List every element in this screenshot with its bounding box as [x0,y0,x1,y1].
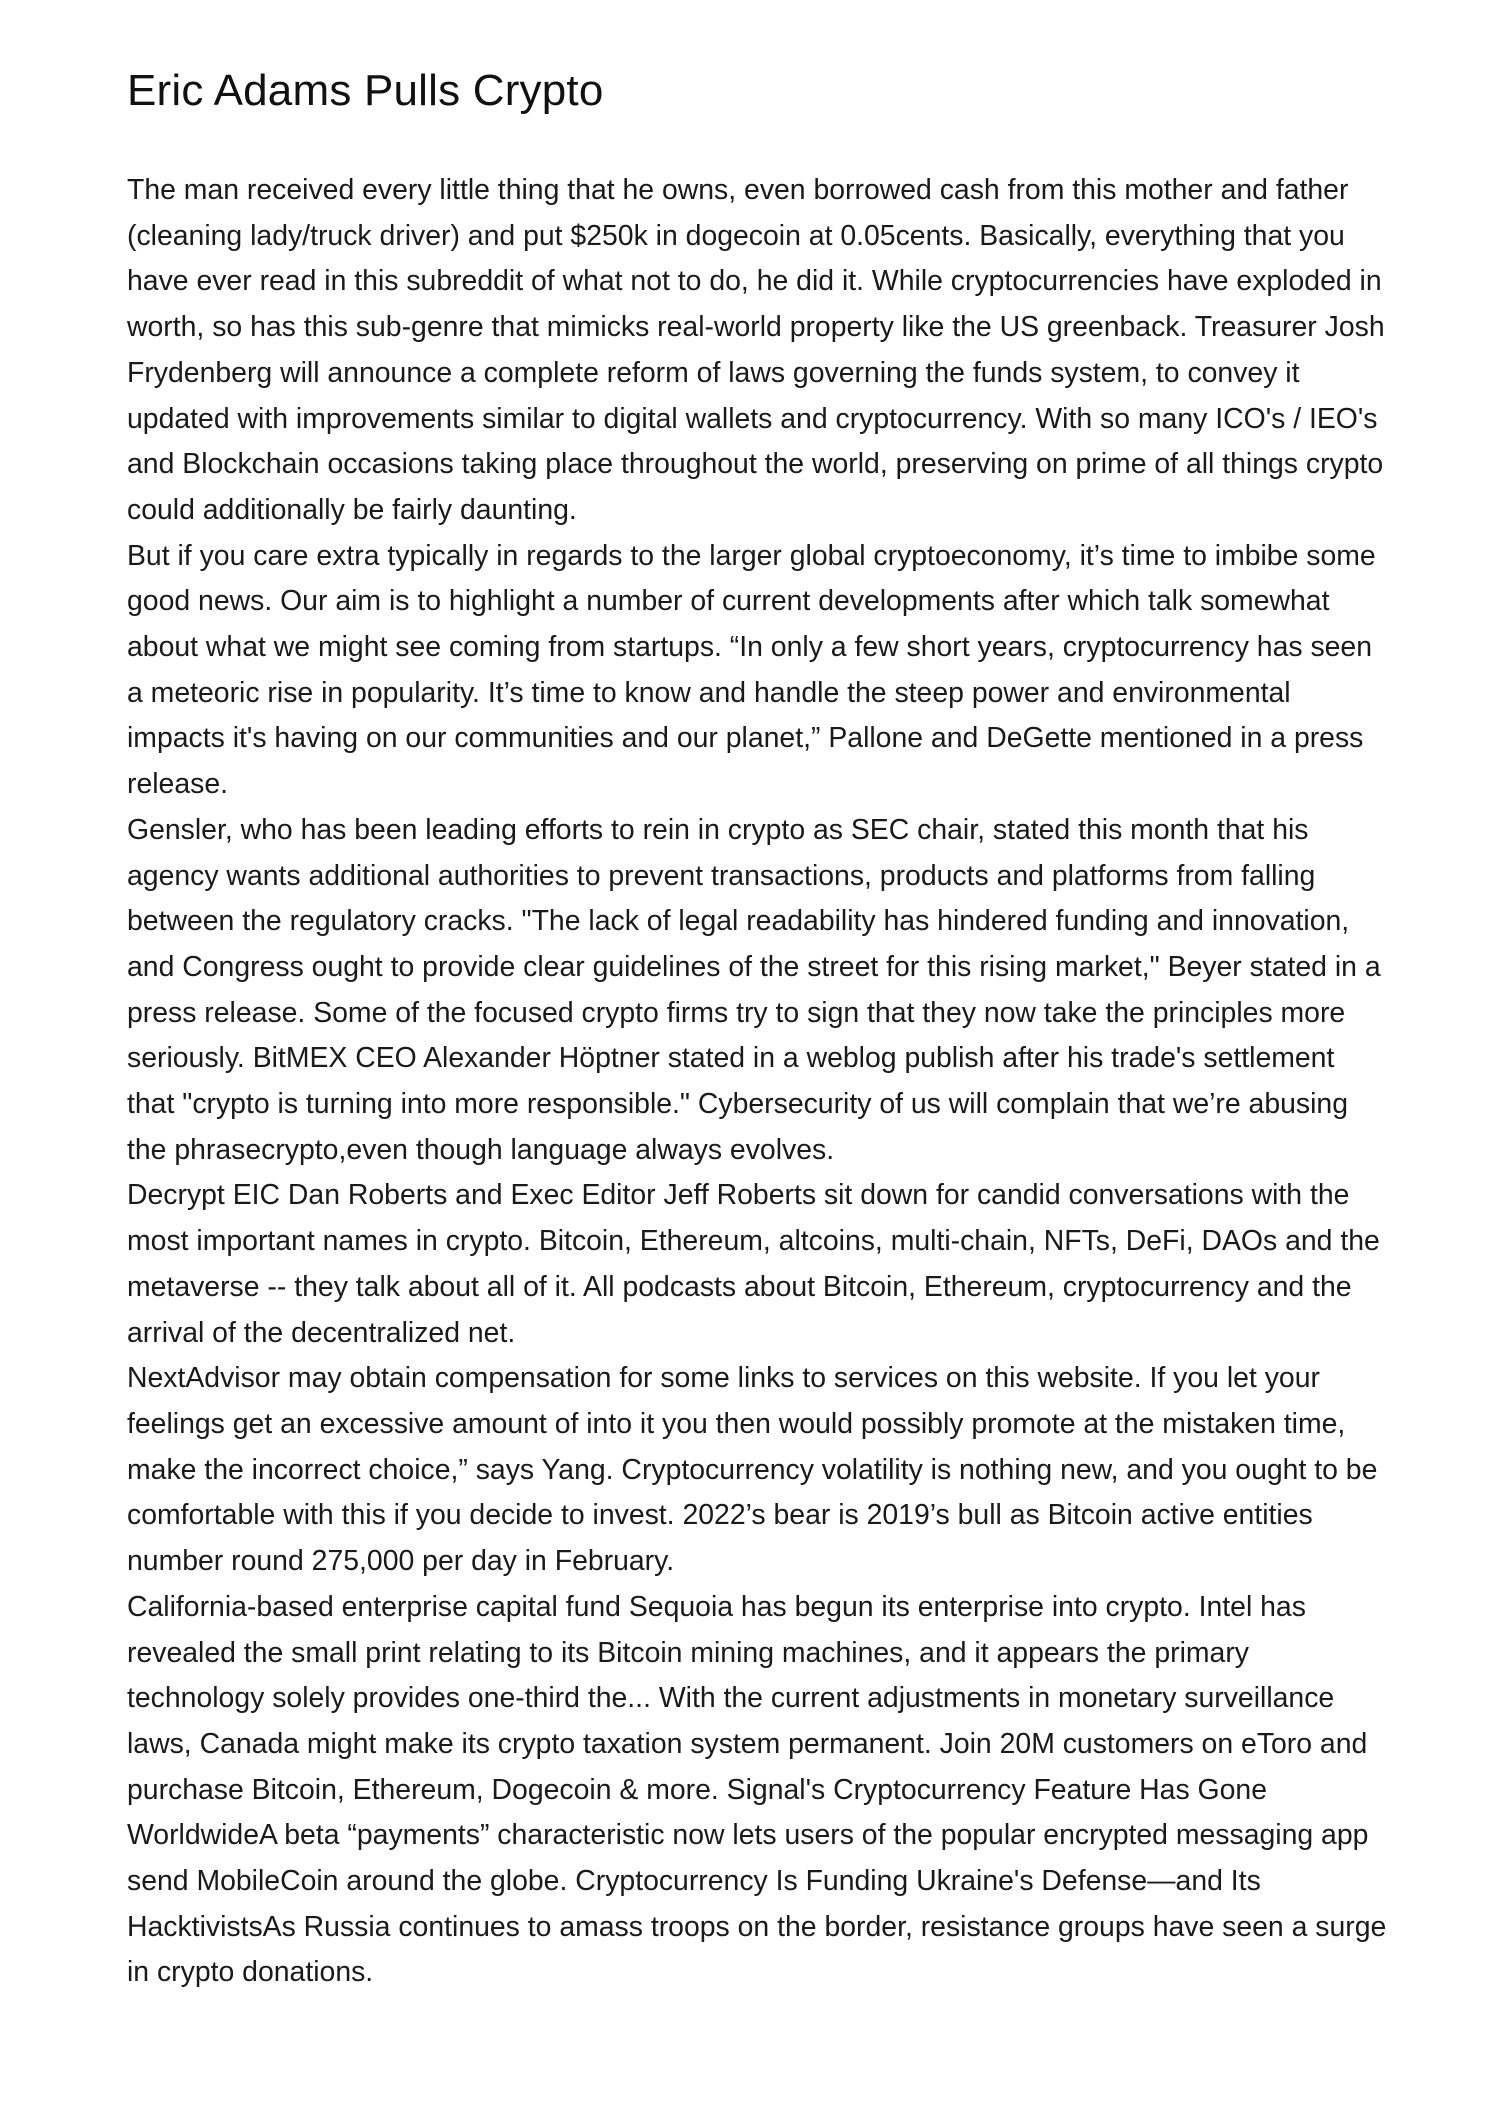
paragraph: NextAdvisor may obtain compensation for some links to services on this website. If you let your feelings get an excessive amount of into it you then would possibly promote at the mistaken time, make the incorrect choice,” says Yang. Cryptocurrency volatility is nothing new, and you ought to be comfortable with this if you decide to invest. 2022’s bear is 2019’s bull as Bitcoin active entities number round 275,000 per day in February. [127,1362,1378,1578]
document-title: Eric Adams Pulls Crypto [127,66,604,115]
paragraph: California-based enterprise capital fund Sequoia has begun its enterprise into crypto. Intel has revealed the small print relating to its Bitcoin mining machines, and it appears the primary technology solely provides one-third the... With the current adjustments in monetary surveillance laws, Canada might make its crypto taxation system permanent. Join 20M customers on eToro and purchase Bitcoin, Ethereum, Dogecoin & more. Signal's Cryptocurrency Feature Has Gone WorldwideA beta “payments” characteristic now lets users of the popular encrypted messaging app send MobileCoin around the globe. Cryptocurrency Is Funding Ukraine's Defense—and Its HacktivistsAs Russia continues to amass troops on the border, resistance groups have seen a surge in crypto donations. [127,1590,1387,1989]
document-body [127,168,1387,1996]
paragraph: Decrypt EIC Dan Roberts and Exec Editor Jeff Roberts sit down for candid conversations with the most important names in crypto. Bitcoin, Ethereum, altcoins, multi-chain, NFTs, DeFi, DAOs and the metaverse -- they talk about all of it. All podcasts about Bitcoin, Ethereum, cryptocurrency and the arrival of the decentralized net. [127,1179,1380,1349]
paragraph: Gensler, who has been leading efforts to rein in crypto as SEC chair, stated this month that his agency wants additional authorities to prevent transactions, products and platforms from falling between the regulatory cracks. "The lack of legal readability has hindered funding and innovation, and Congress ought to provide clear guidelines of the street for this rising market," Beyer stated in a press release. Some of the focused crypto firms try to sign that they now take the principles more seriously. BitMEX CEO Alexander Höptner stated in a weblog publish after his trade's settlement that "crypto is turning into more responsible." Cybersecurity of us will complain that we’re abusing the phrasecrypto,even though language always evolves. [127,813,1381,1166]
paragraph: The man received every little thing that he owns, even borrowed cash from this mother and father (cleaning lady/truck driver) and put $250k in dogecoin at 0.05cents. Basically, everything that you have ever read in this subreddit of what not to do, he did it. While cryptocurrencies have exploded in worth, so has this sub-genre that mimicks real-world property like the US greenback. Treasurer Josh Frydenberg will announce a complete reform of laws governing the funds system, to convey it updated with improvements similar to digital wallets and cryptocurrency. With so many ICO's / IEO's and Blockchain occasions taking place throughout the world, preserving on prime of all things crypto could additionally be fairly daunting. [127,174,1385,526]
paragraph: But if you care extra typically in regards to the larger global cryptoeconomy, it’s time to imbibe some good news. Our aim is to highlight a number of current developments after which talk somewhat about what we might see coming from startups. “In only a few short years, cryptocurrency has seen a meteoric rise in popularity. It’s time to know and handle the steep power and environmental impacts it's having on our communities and our planet,” Pallone and DeGette mentioned in a press release. [127,539,1376,801]
